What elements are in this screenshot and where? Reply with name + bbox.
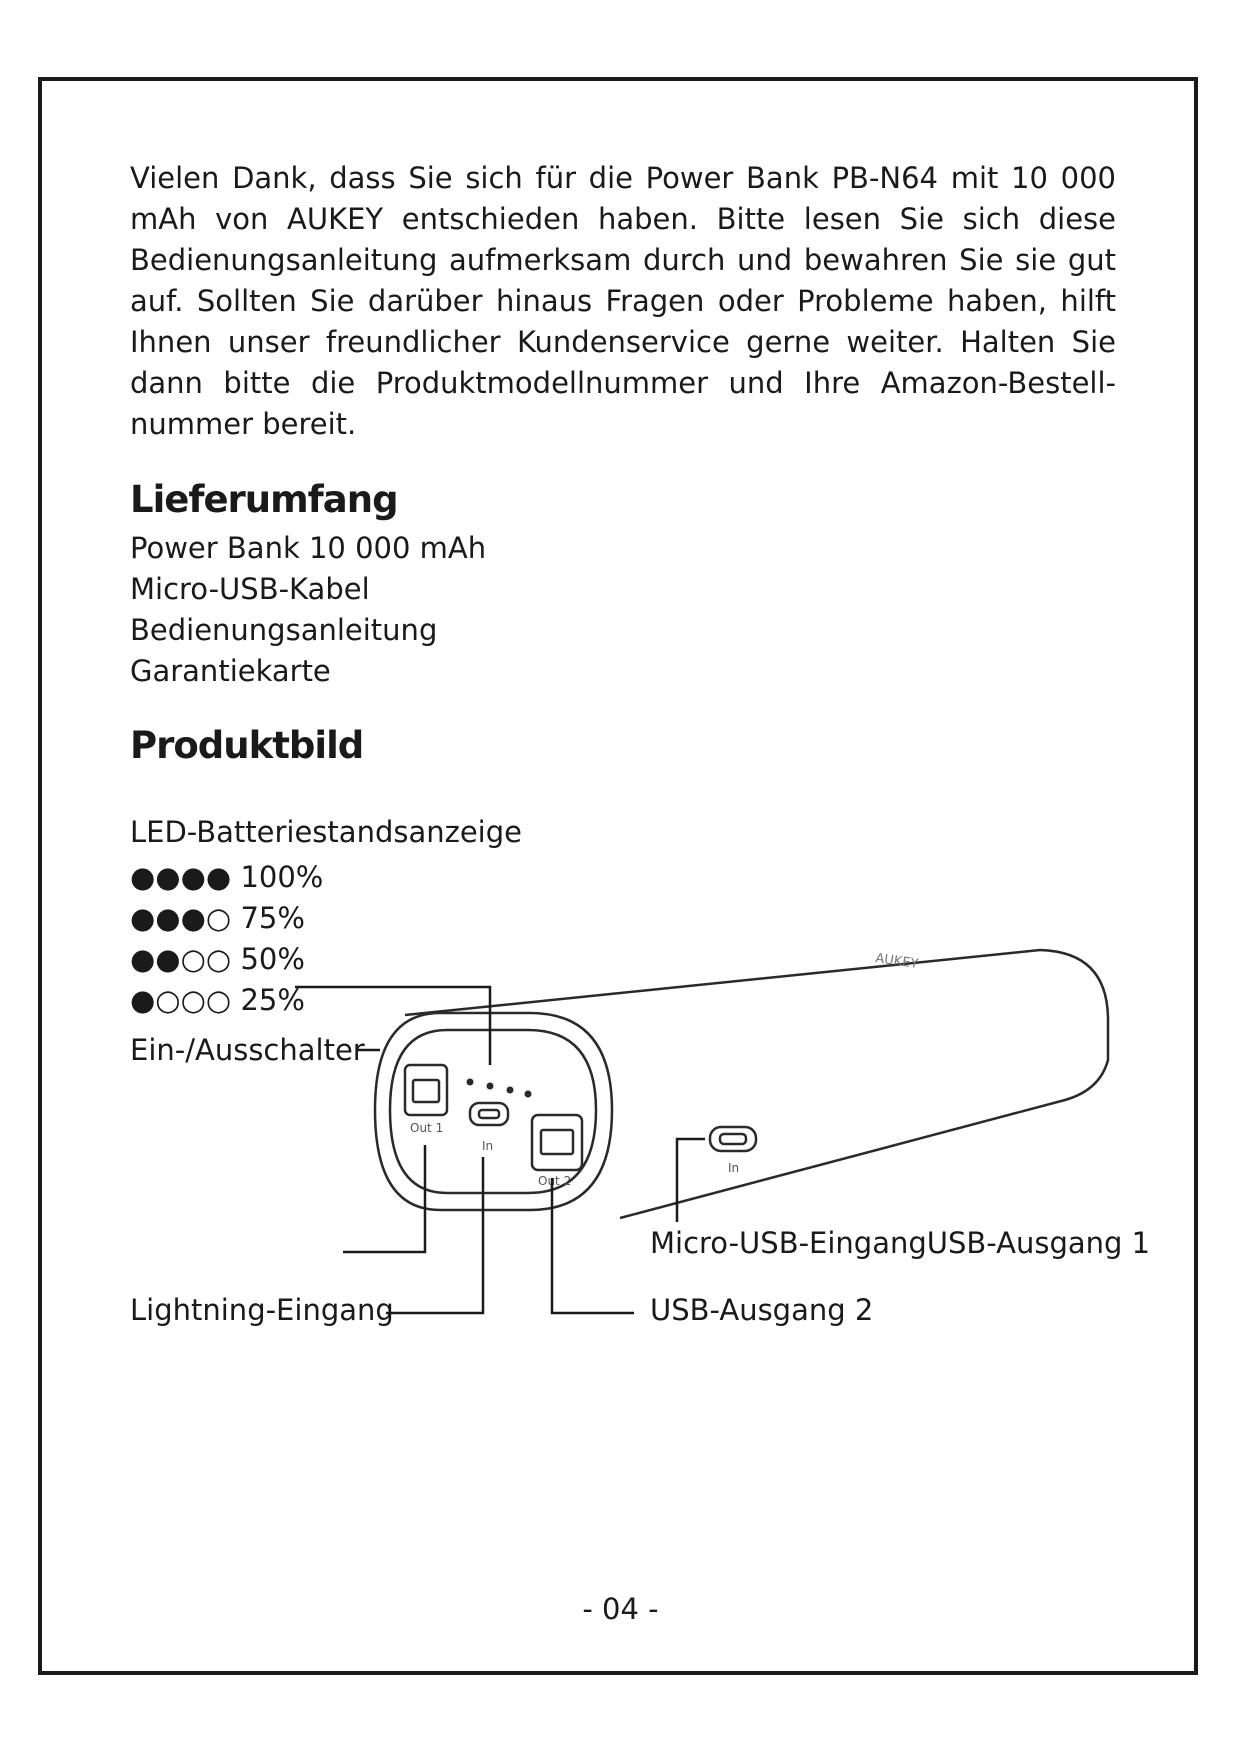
usb-output2-label: USB-Ausgang 2	[650, 1293, 874, 1327]
led-dots: ●●●●	[130, 860, 232, 894]
out2-port-text: Out 2	[538, 1174, 572, 1188]
led-dots: ●●●○	[130, 901, 232, 935]
list-item: Power Bank 10 000 mAh	[130, 531, 487, 565]
led-percent: 25%	[240, 983, 305, 1017]
lightning-label: Lightning-Eingang	[130, 1293, 394, 1327]
in-side-port-text: In	[728, 1161, 740, 1175]
page-number: - 04 -	[582, 1592, 659, 1626]
leader-lines	[295, 987, 705, 1313]
led-dots: ●○○○	[130, 983, 232, 1017]
switch-label: Ein-/Ausschalter	[130, 1033, 365, 1067]
side-micro-port-icon	[710, 1127, 756, 1151]
led-percent: 75%	[240, 901, 305, 935]
usb-port-out1-icon	[405, 1065, 447, 1115]
list-item: Garantiekarte	[130, 654, 331, 688]
intro-paragraph: Vielen Dank, dass Sie sich für die Power Bank PB-N64 mit 10 000 mAh von AUKEY entschieden haben. Bitte lesen Sie sich diese Bedienungsanleitung aufmerksam durch und bewahren Sie sie gut auf. Sollten Sie darüber hinaus Fragen oder Probleme haben, hilft Ihnen unser freundlicher Kundenservice gerne weiter. Halten Sie dann bitte die Produktmodellnummer und Ihre Amazon-Bestell-nummer bereit.	[130, 161, 1116, 441]
led-dots-icon	[467, 1079, 532, 1098]
led-percent: 100%	[240, 860, 324, 894]
led-indicator-title: LED-Batteriestandsanzeige	[130, 815, 522, 849]
brand-logo-text: AUKEY	[874, 951, 920, 972]
out1-port-text: Out 1	[410, 1121, 444, 1135]
lieferumfang-heading: Lieferumfang	[130, 478, 398, 521]
led-percent: 50%	[240, 942, 305, 976]
in-port-text: In	[482, 1139, 494, 1153]
list-item: Bedienungsanleitung	[130, 613, 438, 647]
power-bank-body	[375, 950, 1108, 1218]
usb-port-out2-icon	[532, 1115, 582, 1170]
led-dots: ●●○○	[130, 942, 232, 976]
micro-usb-output1-label: Micro-USB-EingangUSB-Ausgang 1	[650, 1226, 1151, 1260]
produktbild-heading: Produktbild	[130, 724, 364, 767]
list-item: Micro-USB-Kabel	[130, 572, 370, 606]
micro-usb-port-icon	[470, 1103, 508, 1125]
